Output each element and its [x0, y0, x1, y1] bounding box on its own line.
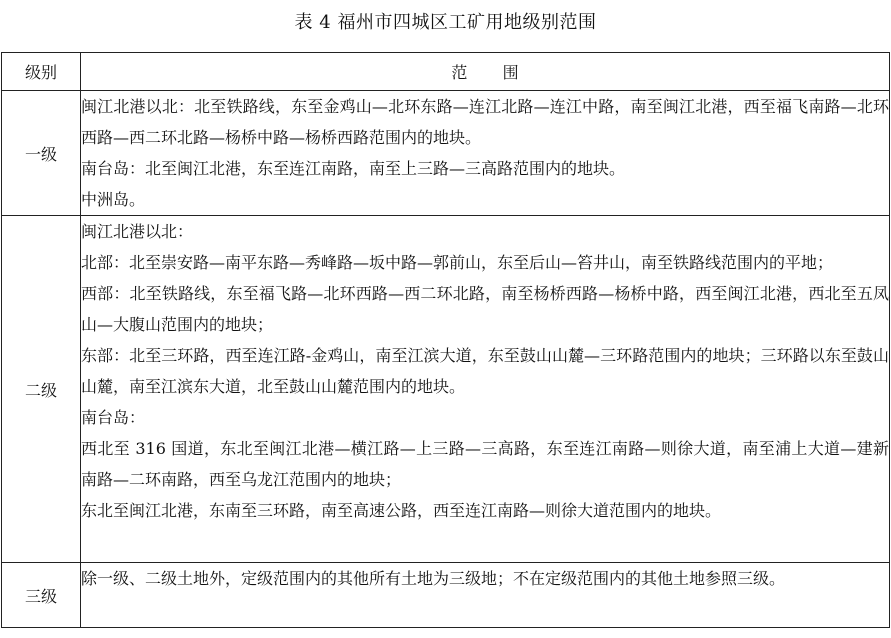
- level-cell: 一级: [2, 91, 81, 216]
- column-header-level: 级别: [2, 53, 81, 91]
- range-cell: [81, 216, 890, 563]
- range-paragraph: 南台岛：北至闽江北港，东至连江南路，南至上三路—三高路范围内的地块。: [81, 159, 626, 178]
- range-paragraph: 西部：北至铁路线，东至福飞路—北环西路—西二环北路，南至杨桥西路—杨桥中路，西至闽江北港，西北至五凤山—大腹山范围内的地块；: [81, 284, 889, 334]
- table-title: 表 4 福州市四城区工矿用地级别范围: [294, 12, 597, 33]
- range-paragraph: 东北至闽江北港，东南至三环路，南至高速公路，西至连江南路—则徐大道范围内的地块。: [81, 501, 722, 520]
- range-paragraph: 闽江北港以北：北至铁路线，东至金鸡山—北环东路—连江北路—连江中路，南至闽江北港，西至福飞南路—北环西路—西二环北路—杨桥中路—杨桥西路范围内的地块。: [81, 97, 889, 147]
- range-paragraph: 除一级、二级土地外，定级范围内的其他所有土地为三级地；不在定级范围内的其他土地参照三级。: [81, 569, 786, 588]
- range-paragraph: 西北至 316 国道，东北至闽江北港—横江路—上三路—三高路，东至连江南路—则徐大道，南至浦上大道—建新南路—二环南路，西至乌龙江范围内的地块；: [81, 439, 889, 489]
- level-cell: 三级: [2, 563, 81, 628]
- table-header-row: [2, 53, 890, 91]
- range-paragraph: 闽江北港以北：: [81, 222, 194, 241]
- range-paragraph: 北部：北至崇安路—南平东路—秀峰路—坂中路—郭前山，东至后山—笞井山，南至铁路线范围内的平地；: [81, 253, 834, 272]
- range-cell: [81, 91, 890, 216]
- level-cell: 二级: [2, 216, 81, 563]
- table-row: [2, 563, 890, 628]
- table-row: [2, 91, 890, 216]
- table-row: [2, 216, 890, 563]
- range-paragraph: 东部：北至三环路，西至连江路-金鸡山，南至江滨大道，东至鼓山山麓—三环路范围内的地块；三环路以东至鼓山山麓，南至江滨东大道，北至鼓山山麓范围内的地块。: [81, 346, 889, 396]
- range-paragraph: 中洲岛。: [81, 190, 146, 209]
- land-grade-table: [1, 52, 890, 628]
- range-paragraph: 南台岛：: [81, 408, 146, 427]
- column-header-range: 范围: [81, 53, 890, 91]
- range-cell: [81, 563, 890, 628]
